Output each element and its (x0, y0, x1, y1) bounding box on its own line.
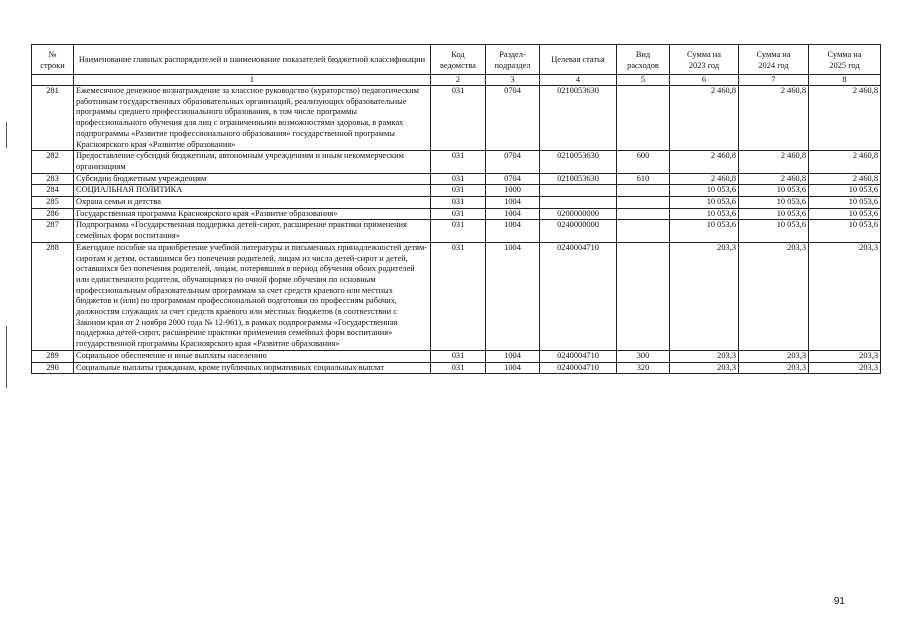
column-number: 2 (431, 75, 486, 86)
column-number: 3 (486, 75, 540, 86)
table-body (32, 86, 881, 374)
column-number: 1 (74, 75, 431, 86)
left-margin-mark (6, 326, 7, 388)
row-number-cell: 290 (32, 362, 74, 374)
left-margin-mark (6, 122, 7, 148)
row-sum-2024-cell: 10 053,6 (739, 220, 809, 242)
row-section-cell: 1004 (486, 350, 540, 362)
row-target-cell (540, 197, 617, 209)
row-number-cell: 281 (32, 86, 74, 151)
header-expense-type: Вид расходов (617, 45, 670, 75)
row-section-cell: 0704 (486, 151, 540, 173)
row-sum-2023-cell: 10 053,6 (670, 208, 739, 220)
row-section-cell: 1004 (486, 242, 540, 350)
row-number-cell: 288 (32, 242, 74, 350)
row-sum-2024-cell: 10 053,6 (739, 208, 809, 220)
row-number-cell: 282 (32, 151, 74, 173)
table-row (32, 86, 881, 151)
row-dept-code-cell: 031 (431, 197, 486, 209)
row-sum-2025-cell: 203,3 (809, 242, 881, 350)
row-dept-code-cell: 031 (431, 86, 486, 151)
row-sum-2023-cell: 203,3 (670, 242, 739, 350)
column-number: 8 (809, 75, 881, 86)
column-number: 7 (739, 75, 809, 86)
row-dept-code-cell: 031 (431, 173, 486, 185)
row-sum-2025-cell: 10 053,6 (809, 208, 881, 220)
row-expense-type-cell (617, 185, 670, 197)
page-number: 91 (833, 596, 845, 607)
table-row (32, 350, 881, 362)
row-target-cell: 0240000000 (540, 220, 617, 242)
table-row (32, 185, 881, 197)
column-number: 4 (540, 75, 617, 86)
row-sum-2023-cell: 10 053,6 (670, 185, 739, 197)
column-number: 6 (670, 75, 739, 86)
row-sum-2024-cell: 2 460,8 (739, 86, 809, 151)
row-section-cell: 1000 (486, 185, 540, 197)
row-expense-type-cell: 300 (617, 350, 670, 362)
header-row-no: № строки (32, 45, 74, 75)
header-name: Наименование главных распорядителей и наименование показателей бюджетной классификации (74, 45, 431, 75)
row-name-cell: Подпрограмма «Государственная поддержка детей-сирот, расширение практики применения семейных форм воспитания» (74, 220, 431, 242)
row-expense-type-cell (617, 197, 670, 209)
row-section-cell: 1004 (486, 220, 540, 242)
row-name-cell: Охрана семьи и детства (74, 197, 431, 209)
column-number: 5 (617, 75, 670, 86)
row-section-cell: 1004 (486, 362, 540, 374)
row-number-cell: 284 (32, 185, 74, 197)
table-row (32, 208, 881, 220)
row-sum-2024-cell: 203,3 (739, 242, 809, 350)
row-sum-2024-cell: 10 053,6 (739, 185, 809, 197)
row-expense-type-cell (617, 208, 670, 220)
row-number-cell: 289 (32, 350, 74, 362)
row-sum-2025-cell: 10 053,6 (809, 220, 881, 242)
row-expense-type-cell (617, 220, 670, 242)
row-target-cell: 0240004710 (540, 242, 617, 350)
row-dept-code-cell: 031 (431, 242, 486, 350)
row-expense-type-cell: 320 (617, 362, 670, 374)
row-section-cell: 0704 (486, 86, 540, 151)
row-sum-2025-cell: 2 460,8 (809, 151, 881, 173)
row-sum-2025-cell: 2 460,8 (809, 173, 881, 185)
row-target-cell: 0210053630 (540, 173, 617, 185)
row-number-cell: 283 (32, 173, 74, 185)
row-number-cell: 287 (32, 220, 74, 242)
header-sum-2023: Сумма на 2023 год (670, 45, 739, 75)
row-dept-code-cell: 031 (431, 151, 486, 173)
row-name-cell: Социальные выплаты гражданам, кроме публичных нормативных социальных выплат (74, 362, 431, 374)
row-target-cell: 0240004710 (540, 350, 617, 362)
row-target-cell: 0240004710 (540, 362, 617, 374)
row-sum-2025-cell: 2 460,8 (809, 86, 881, 151)
budget-table (31, 44, 881, 374)
table-row (32, 220, 881, 242)
row-sum-2023-cell: 10 053,6 (670, 220, 739, 242)
row-number-cell: 286 (32, 208, 74, 220)
row-sum-2023-cell: 203,3 (670, 362, 739, 374)
table-row (32, 242, 881, 350)
row-dept-code-cell: 031 (431, 362, 486, 374)
row-target-cell: 0200000000 (540, 208, 617, 220)
row-sum-2024-cell: 203,3 (739, 350, 809, 362)
row-number-cell: 285 (32, 197, 74, 209)
table-row (32, 197, 881, 209)
row-name-cell: СОЦИАЛЬНАЯ ПОЛИТИКА (74, 185, 431, 197)
row-sum-2024-cell: 203,3 (739, 362, 809, 374)
row-target-cell: 0210053630 (540, 151, 617, 173)
row-expense-type-cell (617, 86, 670, 151)
row-name-cell: Социальное обеспечение и иные выплаты населению (74, 350, 431, 362)
row-dept-code-cell: 031 (431, 185, 486, 197)
row-sum-2024-cell: 10 053,6 (739, 197, 809, 209)
row-section-cell: 1004 (486, 208, 540, 220)
row-sum-2023-cell: 10 053,6 (670, 197, 739, 209)
column-number-row (32, 75, 881, 86)
row-section-cell: 0704 (486, 173, 540, 185)
row-sum-2023-cell: 2 460,8 (670, 151, 739, 173)
row-sum-2025-cell: 203,3 (809, 362, 881, 374)
row-sum-2023-cell: 2 460,8 (670, 86, 739, 151)
row-target-cell (540, 185, 617, 197)
row-dept-code-cell: 031 (431, 350, 486, 362)
row-sum-2023-cell: 2 460,8 (670, 173, 739, 185)
row-sum-2024-cell: 2 460,8 (739, 173, 809, 185)
row-sum-2025-cell: 10 053,6 (809, 185, 881, 197)
row-name-cell: Субсидии бюджетным учреждениям (74, 173, 431, 185)
table-row (32, 173, 881, 185)
header-dept-code: Код ведомства (431, 45, 486, 75)
row-expense-type-cell (617, 242, 670, 350)
table-row (32, 362, 881, 374)
row-name-cell: Предоставление субсидий бюджетным, автономным учреждениям и иным некоммерческим организациям (74, 151, 431, 173)
header-row (32, 45, 881, 75)
column-number (32, 75, 74, 86)
row-target-cell: 0210053630 (540, 86, 617, 151)
row-name-cell: Ежемесячное денежное вознаграждение за классное руководство (кураторство) педагогическим работникам государственных образовательных организаций, реализующих образовательные программы среднего профессионального образования, в том числе программы профессионального обучения для лиц с ограниченными возможностями здоровья, в рамках подпрограммы «Развитие профессионального образования» государственной программы Красноярского края «Развитие образования» (74, 86, 431, 151)
row-sum-2025-cell: 10 053,6 (809, 197, 881, 209)
row-dept-code-cell: 031 (431, 208, 486, 220)
row-name-cell: Государственная программа Красноярского края «Развитие образования» (74, 208, 431, 220)
row-dept-code-cell: 031 (431, 220, 486, 242)
row-name-cell: Ежегодное пособие на приобретение учебной литературы и письменных принадлежностей детям-сиротам и детям, оставшимся без попечения родителей, лицам из числа детей-сирот и детей, оставшихся без попечения родителей, лицам, потерявшим в период обучения обоих родителей или единственного родителя, обучающимся по очной форме обучения по основным профессиональным образовательным программам за счет средств краевого или местных бюджетов и (или) по программам профессиональной подготовки по профессиям рабочих, должностям служащих за счет средств краевого или местных бюджетов (в соответствии с Законом края от 2 ноября 2000 года № 12-961), в рамках подпрограммы «Государственная поддержка детей-сирот, расширение практики применения семейных форм воспитания» государственной программы Красноярского края «Развитие образования» (74, 242, 431, 350)
header-sum-2025: Сумма на 2025 год (809, 45, 881, 75)
table-row (32, 151, 881, 173)
header-target: Целевая статья (540, 45, 617, 75)
row-section-cell: 1004 (486, 197, 540, 209)
row-expense-type-cell: 600 (617, 151, 670, 173)
row-sum-2023-cell: 203,3 (670, 350, 739, 362)
header-sum-2024: Сумма на 2024 год (739, 45, 809, 75)
row-sum-2024-cell: 2 460,8 (739, 151, 809, 173)
row-sum-2025-cell: 203,3 (809, 350, 881, 362)
row-expense-type-cell: 610 (617, 173, 670, 185)
header-section: Раздел- подраздел (486, 45, 540, 75)
